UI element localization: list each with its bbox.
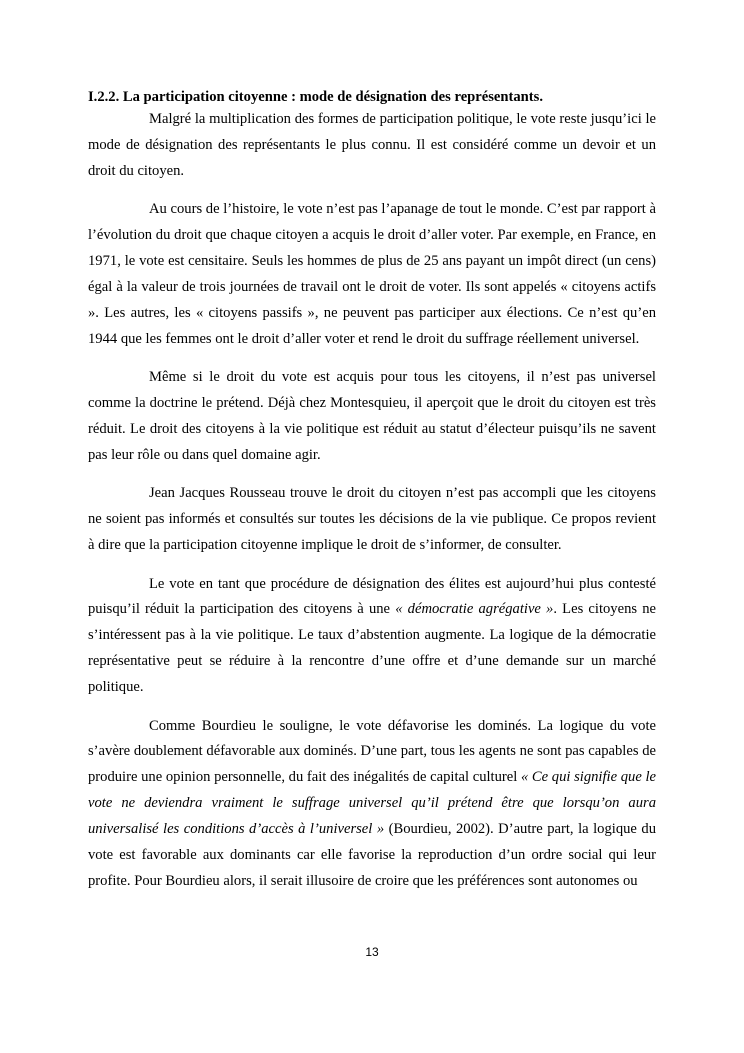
paragraph-5-text-start: Le vote en tant que procédure de désignation des élites est aujourd’hui plus contesté puisqu’il réduit la participation des citoyens à une bbox=[88, 575, 656, 618]
paragraph-6 bbox=[88, 714, 656, 895]
paragraph-3: Même si le droit du vote est acquis pour tous les citoyens, il n’est pas universel comme la doctrine le prétend. Déjà chez Montesquieu, il aperçoit que le droit du citoyen est très réduit. Le droit des citoyens à la vie politique est réduit au statut d’électeur puisqu’ils ne savent pas leur rôle ou dans quel domaine agir. bbox=[88, 369, 656, 463]
paragraph-6-text-start: Comme Bourdieu le souligne, le vote défavorise les dominés. La logique du vote s’avère doublement défavorable aux dominés. D’une part, tous les agents ne sont pas capables de produire une opinion personnelle, du fait des inégalités de capital culturel bbox=[88, 717, 656, 786]
paragraph-2: Au cours de l’histoire, le vote n’est pas l’apanage de tout le monde. C’est par rapport à l’évolution du droit que chaque citoyen a acquis le droit d’aller voter. Par exemple, en France, en 1971, le vote est censitaire. Seuls les hommes de plus de 25 ans payant un impôt direct (un cens) égal à la valeur de trois journées de travail ont le droit de voter. Ils sont appelés « citoyens actifs ». Les autres, les « citoyens passifs », ne peuvent pas participer aux élections. Ce n’est qu’en 1944 que les femmes ont le droit d’aller voter et rend le droit du suffrage réellement universel. bbox=[88, 201, 656, 347]
paragraph-5-quote: « démocratie agrégative » bbox=[395, 601, 554, 618]
paragraph-5 bbox=[88, 572, 656, 702]
paragraph-6-text-end: (Bourdieu, 2002). D’autre part, la logique du vote est favorable aux dominants car elle favorise la reproduction d’un ordre social qui leur profite. Pour Bourdieu alors, il serait illusoire de croire que les préférences sont autonomes ou bbox=[88, 821, 656, 889]
section-heading: I.2.2. La participation citoyenne : mode de désignation des représentants. bbox=[88, 89, 543, 105]
paragraph-5-text-end: . Les citoyens ne s’intéressent pas à la vie politique. Le taux d’abstention augmente. La logique de la démocratie représentative peut se réduire à la rencontre d’une offre et d’une demande sur un marché politique. bbox=[88, 601, 656, 696]
paragraph-4: Jean Jacques Rousseau trouve le droit du citoyen n’est pas accompli que les citoyens ne soient pas informés et consultés sur toutes les décisions de la vie publique. Ce propos revient à dire que la participation citoyenne implique le droit de s’informer, de consulter. bbox=[88, 485, 656, 554]
page-body bbox=[88, 87, 656, 895]
paragraph-1: Malgré la multiplication des formes de participation politique, le vote reste jusqu’ici le mode de désignation des représentants le plus connu. Il est considéré comme un devoir et un droit du citoyen. bbox=[88, 111, 656, 179]
page-number: 13 bbox=[365, 945, 379, 959]
paragraph-6-quote: « Ce qui signifie que le vote ne deviendra vraiment le suffrage universel qu’il prétend être que lorsqu’on aura universalisé les conditions d’accès à l’universel » bbox=[88, 769, 656, 838]
